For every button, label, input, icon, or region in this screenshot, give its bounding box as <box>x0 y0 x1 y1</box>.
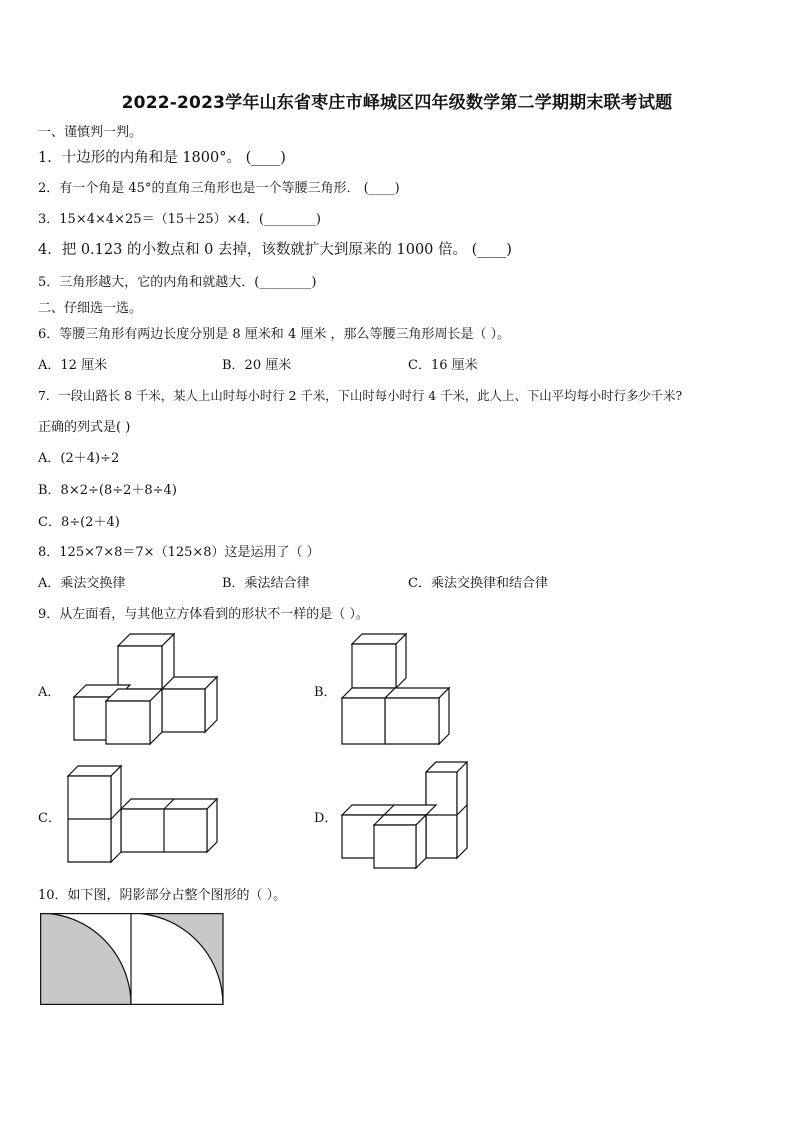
q6-option-b: B．20 厘米 <box>222 358 292 373</box>
cube-figure-b <box>338 630 458 750</box>
cube-b-bottom-right <box>385 688 449 698</box>
question-6: 6．等腰三角形有两边长度分别是 8 厘米和 4 厘米 ，那么等腰三角形周长是（ ）。 <box>38 327 511 342</box>
shaded-region-left <box>40 913 131 1005</box>
cube-figure-d <box>338 758 478 874</box>
shaded-region-right <box>131 913 223 1005</box>
q8-option-a: A．乘法交换律 <box>38 576 126 591</box>
q9-label-d: D． <box>314 811 338 826</box>
q9-label-a: A． <box>38 685 61 700</box>
section-2-heading: 二、仔细选一选。 <box>38 301 143 316</box>
shaded-quarter-circles-figure <box>40 913 224 1005</box>
q7-option-c: C．8÷(2＋4) <box>38 515 120 530</box>
question-2: 2．有一个角是 45°的直角三角形也是一个等腰三角形． (____) <box>38 181 400 196</box>
question-5: 5．三角形越大，它的内角和就越大．(________) <box>38 275 317 290</box>
question-4: 4．把 0.123 的小数点和 0 去掉，该数就扩大到原来的 1000 倍。 (____) <box>38 242 512 258</box>
q6-option-a: A．12 厘米 <box>38 358 108 373</box>
question-9: 9．从左面看，与其他立方体看到的形状不一样的是（ ）。 <box>38 607 369 622</box>
cube-b-bottom-left <box>342 688 395 698</box>
q7-option-b: B．8×2÷(8÷2＋8÷4) <box>38 483 177 498</box>
question-10: 10．如下图，阴影部分占整个图形的（ ）。 <box>38 888 287 903</box>
cube-figure-c <box>64 762 224 872</box>
q6-option-c: C．16 厘米 <box>408 358 478 373</box>
question-7: 7．一段山路长 8 千米，某人上山时每小时行 2 千米，下山时每小时行 4 千米，此人上、下山平均每小时行多少千米? <box>38 388 683 403</box>
q8-option-c: C．乘法交换律和结合律 <box>408 576 548 591</box>
q8-option-b: B．乘法结合律 <box>222 576 310 591</box>
page-title: 2022-2023学年山东省枣庄市峄城区四年级数学第二学期期末联考试题 <box>121 93 673 113</box>
question-7-line-2: 正确的列式是( ) <box>38 420 131 435</box>
q9-label-c: C． <box>38 811 61 826</box>
cube-figure-a <box>70 630 230 750</box>
question-3: 3．15×4×4×25＝（15＋25）×4．(________) <box>38 212 321 227</box>
section-1-heading: 一、谨慎判一判。 <box>38 125 143 140</box>
q7-option-a: A．(2＋4)÷2 <box>38 451 120 466</box>
question-1: 1．十边形的内角和是 1800°。 (____) <box>38 150 286 166</box>
question-8: 8．125×7×8＝7×（125×8）这是运用了（ ） <box>38 545 320 560</box>
q9-label-b: B． <box>314 685 337 700</box>
